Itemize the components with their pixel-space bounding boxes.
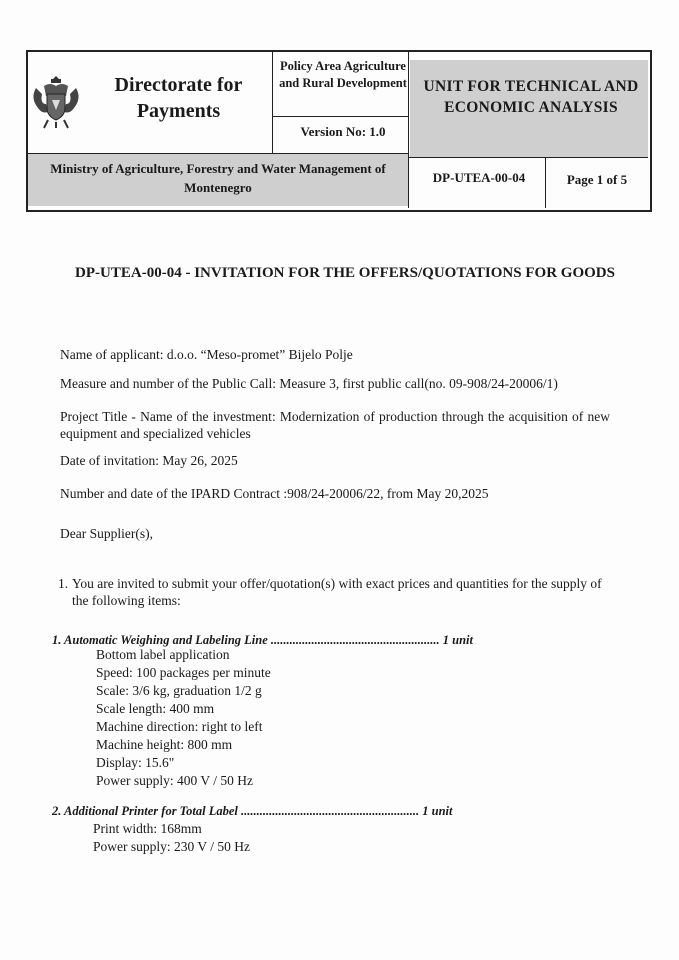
spec-line: Bottom label application xyxy=(96,647,230,662)
item-specs xyxy=(96,646,271,790)
invitation-paragraph xyxy=(58,575,612,609)
page-number: Page 1 of 5 xyxy=(566,172,628,187)
item-title: 1. Automatic Weighing and Labeling Line ...................................................... 1 unit xyxy=(52,633,473,647)
public-call-measure: Measure and number of the Public Call: Measure 3, first public call(no. 09-908/24-20006/1) xyxy=(60,376,558,391)
spec-line: Machine height: 800 mm xyxy=(96,737,233,752)
spec-line: Machine direction: right to left xyxy=(96,719,263,734)
applicant-name: Name of applicant: d.o.o. “Meso-promet” Bijelo Polje xyxy=(60,347,353,362)
spec-line: Print width: 168mm xyxy=(93,821,202,836)
ipard-contract: Number and date of the IPARD Contract :908/24-20006/22, from May 20,2025 xyxy=(60,486,489,501)
version-number: Version No: 1.0 xyxy=(300,124,386,139)
divider xyxy=(408,157,648,158)
document-title: DP-UTEA-00-04 - INVITATION FOR THE OFFERS/QUOTATIONS FOR GOODS xyxy=(75,265,615,281)
divider xyxy=(28,153,408,154)
spec-line: Scale length: 400 mm xyxy=(96,701,215,716)
item-title: 2. Additional Printer for Total Label ......................................................... 1 unit xyxy=(52,804,453,818)
spec-line: Power supply: 230 V / 50 Hz xyxy=(93,839,251,854)
unit-title: UNIT FOR TECHNICAL AND ECONOMIC ANALYSIS xyxy=(423,78,639,116)
spec-line: Power supply: 400 V / 50 Hz xyxy=(96,773,254,788)
document-code: DP-UTEA-00-04 xyxy=(432,170,526,185)
item-specs xyxy=(93,820,250,856)
ministry-name: Ministry of Agriculture, Forestry and Water Management of Montenegro xyxy=(50,161,386,195)
divider xyxy=(272,52,273,154)
spec-line: Speed: 100 packages per minute xyxy=(96,665,271,680)
project-title: Project Title - Name of the investment: Modernization of production through the acquisition of new equipment and specialized vehicles xyxy=(60,409,610,441)
spec-line: Display: 15.6" xyxy=(96,755,175,770)
directorate-title: Directorate for Payments xyxy=(114,74,243,122)
spec-line: Scale: 3/6 kg, graduation 1/2 g xyxy=(96,683,262,698)
greeting: Dear Supplier(s), xyxy=(60,526,153,541)
paragraph-number: 1. xyxy=(58,576,69,591)
coat-of-arms-icon xyxy=(30,70,82,130)
policy-area: Policy Area Agriculture and Rural Development xyxy=(279,59,407,90)
invitation-text: You are invited to submit your offer/quotation(s) with exact prices and quantities for the supply of the following items: xyxy=(72,576,602,608)
divider xyxy=(272,116,408,117)
invitation-date: Date of invitation: May 26, 2025 xyxy=(60,453,238,468)
